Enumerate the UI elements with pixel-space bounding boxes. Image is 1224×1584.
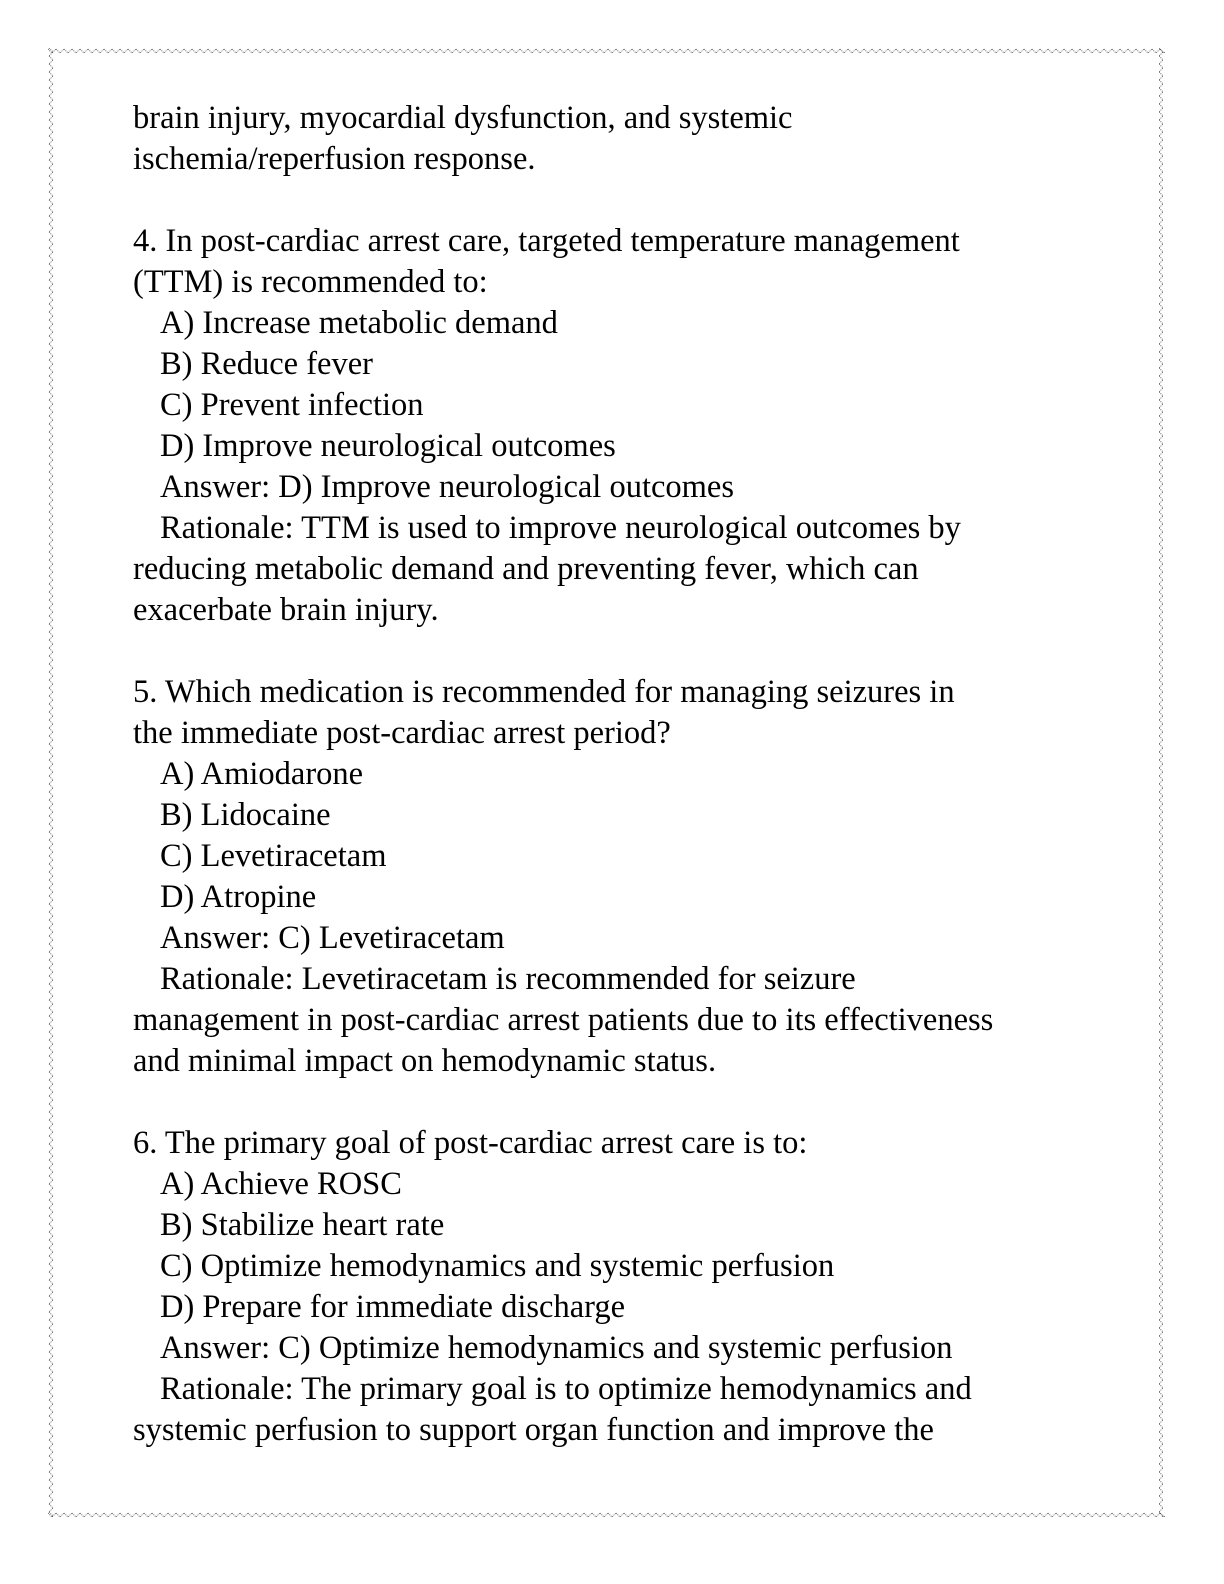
answer: Answer: C) Optimize hemodynamics and systemic perfusion: [160, 1330, 953, 1366]
option-c: C) Levetiracetam: [160, 838, 387, 874]
rationale: Rationale: Levetiracetam is recommended for seizure: [160, 961, 856, 997]
question-text: (TTM) is recommended to:: [133, 264, 488, 300]
rationale: exacerbate brain injury.: [133, 592, 439, 628]
option-d: D) Atropine: [160, 879, 317, 915]
option-c: C) Prevent infection: [160, 387, 424, 423]
question-5: [133, 672, 1133, 1082]
option-a: A) Achieve ROSC: [160, 1166, 402, 1202]
document-body: [133, 98, 1133, 1451]
option-c: C) Optimize hemodynamics and systemic perfusion: [160, 1248, 835, 1284]
option-d: D) Improve neurological outcomes: [160, 428, 616, 464]
option-d: D) Prepare for immediate discharge: [160, 1289, 626, 1325]
option-b: B) Reduce fever: [160, 346, 373, 382]
answer: Answer: D) Improve neurological outcomes: [160, 469, 735, 505]
rationale: and minimal impact on hemodynamic status.: [133, 1043, 717, 1079]
question-6: [133, 1123, 1133, 1451]
option-b: B) Stabilize heart rate: [160, 1207, 445, 1243]
question-text: 5. Which medication is recommended for managing seizures in: [133, 674, 955, 710]
question-4: [133, 221, 1133, 631]
option-a: A) Amiodarone: [160, 756, 364, 792]
rationale: Rationale: The primary goal is to optimize hemodynamics and: [160, 1371, 972, 1407]
rationale: Rationale: TTM is used to improve neurological outcomes by: [160, 510, 961, 546]
rationale: management in post-cardiac arrest patients due to its effectiveness: [133, 1002, 994, 1038]
question-text: the immediate post-cardiac arrest period?: [133, 715, 671, 751]
question-text: 4. In post-cardiac arrest care, targeted temperature management: [133, 223, 960, 259]
answer: Answer: C) Levetiracetam: [160, 920, 505, 956]
text-line: brain injury, myocardial dysfunction, and systemic: [133, 100, 793, 136]
question-text: 6. The primary goal of post-cardiac arrest care is to:: [133, 1125, 808, 1161]
text-line: ischemia/reperfusion response.: [133, 141, 536, 177]
option-a: A) Increase metabolic demand: [160, 305, 558, 341]
option-b: B) Lidocaine: [160, 797, 331, 833]
intro-paragraph: [133, 98, 1133, 180]
rationale: reducing metabolic demand and preventing fever, which can: [133, 551, 919, 587]
rationale: systemic perfusion to support organ function and improve the: [133, 1412, 934, 1448]
